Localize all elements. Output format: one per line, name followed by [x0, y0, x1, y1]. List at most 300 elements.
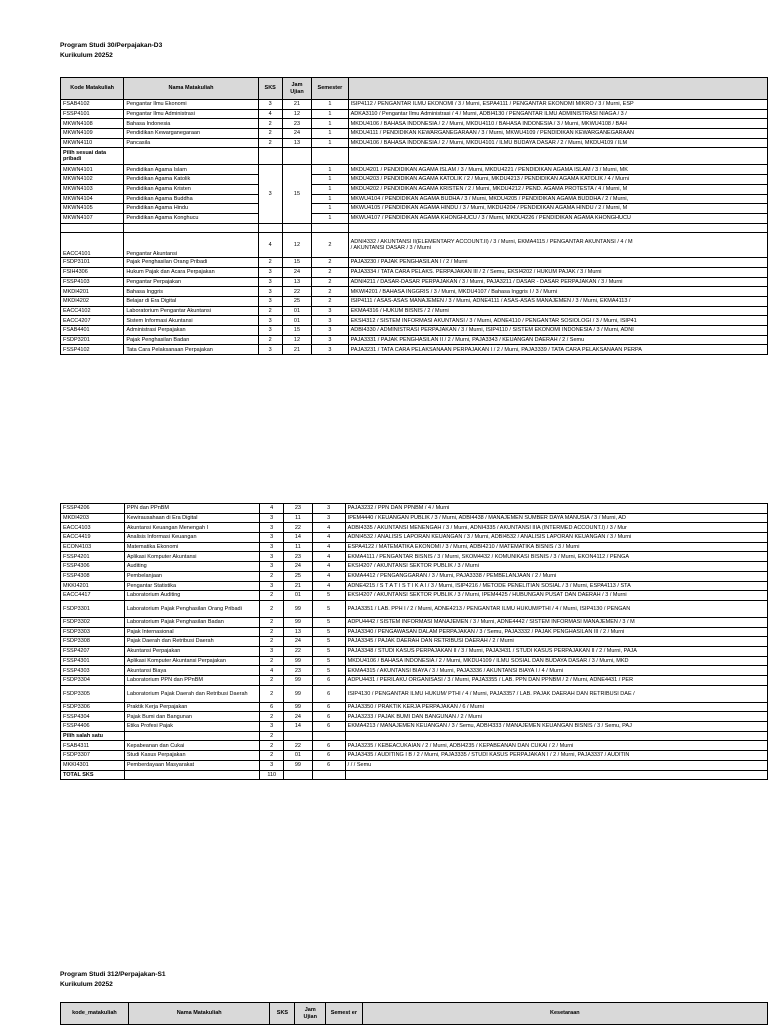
course-sks: 2: [260, 591, 284, 601]
course-exam-hour: 23: [282, 119, 311, 129]
course-semester: 4: [312, 533, 345, 543]
course-equivalence: ADKA3110 / Pengantar Ilmu Administrasi / 4 / Murni, ADBI4130 / PENGANTAR ILMU ADMINISTRASI NIAGA / 3 /: [348, 109, 767, 119]
course-equivalence: PAJA3345 / PAJAK DAERAH DAN RETRIBUSI DAERAH / 2 / Murni: [345, 637, 767, 647]
course-semester: 6: [312, 702, 345, 712]
table-row: [61, 571, 768, 581]
course-equivalence: ADBI4330 / ADMINISTRASI PERPAJAKAN / 3 / Murni, ISIP4110 / SISTEM EKONOMI INDONESIA / 3 / Murni, ADNI: [348, 326, 767, 336]
course-code: FSSP4206: [61, 504, 125, 514]
course-sks: 4: [260, 504, 284, 514]
course-code: EACC4102: [61, 306, 124, 316]
course-semester: 5: [312, 600, 345, 617]
table-row: [61, 258, 768, 268]
table-row: [61, 316, 768, 326]
course-code: FSIH4306: [61, 267, 124, 277]
course-code: FSSP4207: [61, 646, 125, 656]
empty-cell: [124, 731, 259, 741]
course-equivalence: PAJA3348 / STUDI KASUS PERPAJAKAN II / 3 / Murni, PAJA3431 / STUDI KASUS PERPAJAKAN II / 2 / Murni, PAJA: [345, 646, 767, 656]
empty-cell: [124, 770, 259, 780]
course-code: FSDP3201: [61, 335, 124, 345]
course-code: MKDI4202: [61, 297, 124, 307]
course-sks: 4: [260, 666, 284, 676]
course-table-d3-continued: [60, 503, 768, 780]
course-name: Hukum Pajak dan Acara Perpajakan: [124, 267, 258, 277]
course-name: Pengantar Perpajakan: [124, 277, 258, 287]
course-sks: 2: [260, 751, 284, 761]
course-code: FSAB4311: [61, 741, 125, 751]
course-semester: 5: [312, 646, 345, 656]
col-nama: Nama Matakuliah: [128, 1003, 270, 1025]
col-kode: Kode Matakuliah: [61, 78, 124, 100]
course-equivalence: ISIP4112 / PENGANTAR ILMU EKONOMI / 3 / Murni, ESPA4111 / PENGANTAR EKONOMI MIKRO / 3 / Murni, ESP: [348, 100, 767, 110]
course-code: FSDP3303: [61, 627, 125, 637]
table-row: [61, 581, 768, 591]
course-name: Pancasila: [124, 138, 258, 148]
empty-cell: [124, 223, 258, 233]
course-equivalence: ADNI4532 / ANALISIS LAPORAN KEUANGAN / 3 / Murni, ADBI4532 / ANALISIS LAPORAN KEUANGAN / 3 / Murni: [345, 533, 767, 543]
table-row: [61, 760, 768, 770]
course-name: Analisis Informasi Keuangan: [124, 533, 259, 543]
course-equivalence: PAJA3350 / PRAKTIK KERJA PERPAJAKAN / 6 / Murni: [345, 702, 767, 712]
course-name: Auditing: [124, 562, 259, 572]
course-name: Laboratorium Auditing: [124, 591, 259, 601]
course-exam-hour: 21: [282, 345, 311, 355]
program-header: [60, 41, 162, 60]
course-code: FSSP4306: [61, 562, 125, 572]
course-semester: 6: [312, 741, 345, 751]
course-exam-hour: 14: [284, 533, 313, 543]
empty-cell: [284, 770, 313, 780]
col-nama: Nama Matakuliah: [124, 78, 258, 100]
course-semester: 1: [312, 109, 348, 119]
empty-cell: [312, 770, 345, 780]
course-equivalence: EKMA4213 / MANAJEMEN KEUANGAN / 3 / Semu, ADBI4333 / MANAJEMEN KEUANGAN BISNIS / 3 / Semu, PAJ: [345, 722, 767, 732]
course-name: Pemberdayaan Masyarakat: [124, 760, 259, 770]
table-row: [61, 194, 768, 204]
course-code: MKWN4108: [61, 119, 124, 129]
course-exam-hour: 24: [284, 637, 313, 647]
course-semester: 6: [312, 712, 345, 722]
course-sks: 3: [258, 345, 282, 355]
course-code: EACC4101: [61, 233, 124, 258]
course-sks: 3: [260, 523, 284, 533]
course-exam-hour: 24: [284, 712, 313, 722]
course-sks: 4: [258, 109, 282, 119]
course-sks: 4: [258, 233, 282, 258]
course-semester: 4: [312, 542, 345, 552]
course-table-s1: [60, 1002, 768, 1025]
course-equivalence: EKMA4111 / PENGANTAR BISNIS / 3 / Murni, SKOM4432 / KOMUNIKASI BISNIS / 3 / Murni, EKON4112 / PENGA: [345, 552, 767, 562]
course-code: EACC4419: [61, 533, 125, 543]
col-sks: SKS: [270, 1003, 295, 1025]
course-equivalence: EKSI4312 / SISTEM INFORMASI AKUNTANSI / 3 / Murni, ADNE4110 / PENGANTAR SOSIOLOGI / 3 / Murni, ISIP41: [348, 316, 767, 326]
table-row: [61, 712, 768, 722]
course-exam-hour: 01: [282, 306, 311, 316]
course-equivalence: ADNI4211 / DASAR-DASAR PERPAJAKAN / 3 / Murni, PAJA3211 / DASAR - DASAR PERPAJAKAN / 3 / Murni: [348, 277, 767, 287]
empty-cell: [258, 148, 282, 165]
course-equivalence: MKDU4106 / BAHASA INDONESIA / 2 / Murni, MKDU4109 / ILMU SOSIAL DAN BUDAYA DASAR / 3 / Murni, MKD: [345, 656, 767, 666]
course-code: FSDP3306: [61, 702, 125, 712]
course-semester: 6: [312, 722, 345, 732]
course-code: FSSP4102: [61, 345, 124, 355]
course-name: Kepabeanan dan Cukai: [124, 741, 259, 751]
course-semester: 3: [312, 326, 348, 336]
course-semester: 1: [312, 175, 348, 185]
course-name: Pendidikan Agama Kristen: [124, 184, 258, 194]
course-code: EACC4103: [61, 523, 125, 533]
course-code: FSDP3101: [61, 258, 124, 268]
course-semester: 1: [312, 194, 348, 204]
course-name: Belajar di Era Digital: [124, 297, 258, 307]
table-header-row: [61, 1003, 768, 1025]
col-jam: Jam Ujian: [282, 78, 311, 100]
course-name: Laboratorium Pajak Penghasilan Orang Pribadi: [124, 600, 259, 617]
course-code: FSAB4401: [61, 326, 124, 336]
course-sks: 3: [258, 326, 282, 336]
course-semester: 2: [312, 277, 348, 287]
course-name: Bahasa Indonesia: [124, 119, 258, 129]
table-row: [61, 109, 768, 119]
col-sks: SKS: [258, 78, 282, 100]
course-equivalence: ESPA4122 / MATEMATIKA EKONOMI / 3 / Murni, ADBI4210 / MATEMATIKA BISNIS / 3 / Murni: [345, 542, 767, 552]
course-name: Pajak Penghasilan Orang Pribadi: [124, 258, 258, 268]
course-semester: 1: [312, 184, 348, 194]
course-semester: 1: [312, 165, 348, 175]
course-equivalence: ADNE4215 / S T A T I S T I K A I / 3 / Murni, ISIP4216 / METODE PENELITIAN SOSIAL / 3 / Murni, ESPA4113 / STA: [345, 581, 767, 591]
course-sks: 3: [258, 297, 282, 307]
course-exam-hour: 24: [282, 267, 311, 277]
course-name: Studi Kasus Perpajakan: [124, 751, 259, 761]
table-row: [61, 552, 768, 562]
course-code: FSDP3301: [61, 600, 125, 617]
table-row: [61, 306, 768, 316]
course-code: MKWN4110: [61, 138, 124, 148]
col-semester: Semester: [312, 78, 348, 100]
course-sks: 3: [258, 316, 282, 326]
course-exam-hour: 22: [284, 646, 313, 656]
course-sks: 2: [258, 129, 282, 139]
course-semester: 6: [312, 751, 345, 761]
table-row: [61, 637, 768, 647]
table-row: [61, 731, 768, 741]
course-sks: 3: [260, 552, 284, 562]
col-jam: Jam Ujian: [295, 1003, 326, 1025]
course-equivalence: MKWI4201 / BAHASA INGGRIS / 3 / Murni, MKDU4107 / Bahasa Inggris I / 3 / Murni: [348, 287, 767, 297]
empty-cell: [284, 731, 313, 741]
course-semester: 2: [312, 287, 348, 297]
course-equivalence: ISIP4111 / ASAS-ASAS MANAJEMEN / 3 / Murni, ADNE4111 / ASAS-ASAS MANAJEMEN / 3 / Murni, EKMA4113 /: [348, 297, 767, 307]
course-code: MKWN4105: [61, 204, 124, 214]
course-sks: 2: [258, 306, 282, 316]
group-exam-hour: 15: [282, 165, 311, 223]
course-semester: 6: [312, 676, 345, 686]
table-row: [61, 213, 768, 223]
course-equivalence: MKDU4106 / BAHASA INDONESIA / 2 / Murni, MKDU4101 / ILMU BUDAYA DASAR / 2 / Murni, MKDU4109 / ILM: [348, 138, 767, 148]
course-equivalence: PAJA3233 / PAJAK BUMI DAN BANGUNAN / 2 / Murni: [345, 712, 767, 722]
course-equivalence: MKWU4104 / PENDIDIKAN AGAMA BUDHA / 3 / Murni, MKDU4205 / PENDIDIKAN AGAMA BUDDHA / 2 / Murni,: [348, 194, 767, 204]
course-code: MKWN4107: [61, 213, 124, 223]
course-exam-hour: 23: [284, 552, 313, 562]
course-equivalence: PAJA3235 / KEBEACUKAIAN / 2 / Murni, ADBI4235 / KEPABEANAN DAN CUKAI / 2 / Murni: [345, 741, 767, 751]
table-row: [61, 277, 768, 287]
course-equivalence: PAJA3232 / PPN DAN PPNBM / 4 / Murni: [345, 504, 767, 514]
table-row: [61, 233, 768, 258]
table-row: [61, 562, 768, 572]
course-equivalence: MKDU4201 / PENDIDIKAN AGAMA ISLAM / 3 / Murni, MKDU4221 / PENDIDIKAN AGAMA ISLAM / 3 / Murni, MK: [348, 165, 767, 175]
course-semester: 1: [312, 129, 348, 139]
course-semester: 5: [312, 617, 345, 627]
course-exam-hour: 15: [282, 326, 311, 336]
course-sks: 2: [258, 258, 282, 268]
empty-cell: [348, 223, 767, 233]
course-semester: 5: [312, 637, 345, 647]
course-sks: 3: [260, 562, 284, 572]
course-exam-hour: 99: [284, 600, 313, 617]
course-sks: 2: [260, 741, 284, 751]
course-equivalence: EKMA4412 / PENGANGGARAN / 3 / Murni, PAJA3338 / PEMBELANJAAN / 2 / Murni: [345, 571, 767, 581]
course-table-d3: [60, 77, 768, 355]
course-exam-hour: 25: [282, 297, 311, 307]
course-name: Pendidikan Agama Islam: [124, 165, 258, 175]
course-exam-hour: 99: [284, 676, 313, 686]
course-exam-hour: 12: [282, 233, 311, 258]
course-semester: 1: [312, 204, 348, 214]
course-equivalence: ADPU4431 / PERILAKU ORGANISASI / 3 / Murni, PAJA3355 / LAB. PPN DAN PPNBM / 2 / Murni, ADNE4431 / PER: [345, 676, 767, 686]
course-semester: 6: [312, 760, 345, 770]
table-row: [61, 267, 768, 277]
course-sks: 2: [260, 571, 284, 581]
table-row: [61, 656, 768, 666]
choice-label: Pilih sesuai data pribadi: [61, 148, 124, 165]
curriculum-label: Kurikulum 20252: [60, 51, 113, 59]
course-name: Kewirausahaan di Era Digital: [124, 513, 259, 523]
course-semester: 5: [312, 656, 345, 666]
course-exam-hour: 25: [284, 571, 313, 581]
course-sks: 3: [260, 533, 284, 543]
table-row: [61, 600, 768, 617]
course-equivalence: MKWU4105 / PENDIDIKAN AGAMA HINDU / 3 / Murni, MKDU4204 / PENDIDIKAN AGAMA HINDU / 2 / Murni, M: [348, 204, 767, 214]
table-row: [61, 617, 768, 627]
course-name: Pajak Internasional: [124, 627, 259, 637]
course-semester: 3: [312, 504, 345, 514]
course-equivalence: PAJA3331 / PAJAK PENGHASILAN II / 2 / Murni, PAJA3343 / KEUANGAN DAERAH / 2 / Semu: [348, 335, 767, 345]
course-exam-hour: 22: [282, 287, 311, 297]
course-semester: 5: [312, 666, 345, 676]
table-row: [61, 676, 768, 686]
course-name: Administrasi Perpajakan: [124, 326, 258, 336]
course-name: Pajak Bumi dan Bangunan: [124, 712, 259, 722]
empty-cell: [282, 223, 311, 233]
course-semester: 5: [312, 627, 345, 637]
course-equivalence: PAJA3340 / PENGAWASAN DALAM PERPAJAKAN / 3 / Semu, PAJA3332 / PAJAK PENGHASILAN III / 2 / Murni: [345, 627, 767, 637]
course-equivalence: MKDU4106 / BAHASA INDONESIA / 2 / Murni, MKDU4110 / BAHASA INDONESIA / 3 / Murni, MKWU4108 / BAH: [348, 119, 767, 129]
course-code: EACC4207: [61, 316, 124, 326]
table-row: [61, 751, 768, 761]
course-exam-hour: 15: [282, 258, 311, 268]
empty-cell: [61, 223, 124, 233]
empty-cell: [258, 223, 282, 233]
course-code: FSAB4102: [61, 100, 124, 110]
course-sks: 3: [258, 277, 282, 287]
course-exam-hour: 22: [284, 523, 313, 533]
course-equivalence: MKDU4202 / PENDIDIKAN AGAMA KRISTEN / 2 / Murni, MKDU4212 / PEND. AGAMA PROTESTA / 4 / Murni, M: [348, 184, 767, 194]
course-sks: 2: [260, 617, 284, 627]
table-row: [61, 287, 768, 297]
course-semester: 4: [312, 581, 345, 591]
table-row: [61, 702, 768, 712]
col-kesetaraan: Kesetaraan: [362, 1003, 767, 1025]
course-semester: 4: [312, 552, 345, 562]
empty-cell: [282, 148, 311, 165]
course-sks: 2: [260, 676, 284, 686]
course-sks: 2: [258, 119, 282, 129]
table-row: [61, 204, 768, 214]
course-code: ECON4103: [61, 542, 125, 552]
course-equivalence: [348, 233, 767, 258]
course-exam-hour: 01: [284, 591, 313, 601]
course-exam-hour: 23: [284, 666, 313, 676]
course-exam-hour: 99: [284, 617, 313, 627]
course-exam-hour: 01: [284, 751, 313, 761]
course-sks: 2: [260, 712, 284, 722]
course-equivalence: MKDU4111 / PENDIDIKAN KEWARGANEGARAAN / 3 / Murni, MKWU4109 / PENDIDIKAN KEWARGANEGARAAN: [348, 129, 767, 139]
course-equivalence: ADBI4335 / AKUNTANSI MENENGAH / 3 / Murni, ADNI4335 / AKUNTANSI IIIA (INTERMED ACCOUNT.I) / 3 / Mur: [345, 523, 767, 533]
course-exam-hour: 14: [284, 722, 313, 732]
course-code: FSSP4103: [61, 277, 124, 287]
empty-cell: [312, 148, 348, 165]
table-row: [61, 542, 768, 552]
course-sks: 2: [260, 627, 284, 637]
course-semester: 3: [312, 513, 345, 523]
course-equivalence: PAJA3351 / LAB. PPH I / 2 / Murni, ADNE4213 / PENGANTAR ILMU HUKUM/PTHI / 4 / Murni, ISIP4130 / PENGAN: [345, 600, 767, 617]
empty-cell: [312, 223, 348, 233]
course-name: Akuntansi Biaya: [124, 666, 259, 676]
course-semester: 2: [312, 233, 348, 258]
table-row: [61, 666, 768, 676]
course-semester: 2: [312, 297, 348, 307]
choice-sks: 2: [260, 731, 284, 741]
table-row: [61, 297, 768, 307]
course-equivalence: ADPU4442 / SISTEM INFORMASI MANAJEMEN / 3 / Murni, ADNE4442 / SISTEM INFORMASI MANAJEMEN / 3 / M: [345, 617, 767, 627]
course-name: Laboratorium PPN dan PPnBM: [124, 676, 259, 686]
course-semester: 2: [312, 267, 348, 277]
course-semester: 3: [312, 306, 348, 316]
course-name: Pendidikan Kewarganegaraan: [124, 129, 258, 139]
total-sks: 110: [260, 770, 284, 780]
course-semester: 1: [312, 119, 348, 129]
course-exam-hour: 11: [284, 542, 313, 552]
table-row: [61, 513, 768, 523]
course-name: Pajak Penghasilan Badan: [124, 335, 258, 345]
course-name: PPN dan PPnBM: [124, 504, 259, 514]
course-name: Pengantar Ilmu Ekonomi: [124, 100, 258, 110]
course-name: Pendidikan Agama Hindu: [124, 204, 258, 214]
course-name: Pengantar Akuntansi: [124, 233, 258, 258]
course-sks: 2: [258, 335, 282, 345]
table-row: [61, 335, 768, 345]
table-row: [61, 533, 768, 543]
course-sks: 3: [258, 267, 282, 277]
course-code: MKWN4109: [61, 129, 124, 139]
course-equivalence: PAJA3230 / PAJAK PENGHASILAN I / 2 / Murni: [348, 258, 767, 268]
course-sks: 3: [260, 760, 284, 770]
table-row: [61, 223, 768, 233]
empty-cell: [312, 731, 345, 741]
course-code: MKWN4101: [61, 165, 124, 175]
course-code: MKWN4104: [61, 194, 124, 204]
course-exam-hour: 12: [282, 109, 311, 119]
course-name: Akuntansi Perpajakan: [124, 646, 259, 656]
course-name: Praktik Kerja Perpajakan: [124, 702, 259, 712]
course-exam-hour: 01: [282, 316, 311, 326]
course-exam-hour: 99: [284, 685, 313, 702]
course-code: MKDI4203: [61, 513, 125, 523]
course-equivalence: ISIP4130 / PENGANTAR ILMU HUKUM/ PTHI / 4 / Murni, PAJA3357 / LAB. PAJAK DAERAH DAN RETRIBUSI DAE /: [345, 685, 767, 702]
course-name: Aplikasi Komputer Akuntansi Perpajakan: [124, 656, 259, 666]
course-sks: 2: [260, 637, 284, 647]
table-row: [61, 591, 768, 601]
course-sks: 2: [260, 656, 284, 666]
course-code: MKKI4301: [61, 760, 125, 770]
course-semester: 1: [312, 100, 348, 110]
table-row: [61, 627, 768, 637]
course-equivalence: PAJA3334 / TATA CARA PELAKS. PERPAJAKAN III / 2 / Semu, EKSI4202 / HUKUM PAJAK / 3 / Murni: [348, 267, 767, 277]
course-equivalence: / / / Semu: [345, 760, 767, 770]
course-semester: 3: [312, 316, 348, 326]
table-row: [61, 326, 768, 336]
course-sks: 3: [258, 100, 282, 110]
course-sks: 3: [260, 646, 284, 656]
program-header-s1: [60, 970, 166, 989]
course-name: Matematika Ekonomi: [124, 542, 259, 552]
table-row: [61, 138, 768, 148]
table-row: [61, 175, 768, 185]
table-row: [61, 119, 768, 129]
program-title: Program Studi 312/Perpajakan-S1: [60, 971, 166, 978]
course-equivalence: PAJA3231 / TATA CARA PELAKSANAAN PERPAJAKAN I / 2 / Murni, PAJA3339 / TATA CARA PELAKSANAAN PERPA: [348, 345, 767, 355]
course-exam-hour: 12: [282, 335, 311, 345]
table-row: [61, 646, 768, 656]
course-name: Tata Cara Pelaksanaan Perpajakan: [124, 345, 258, 355]
course-name: Pendidikan Agama Konghucu: [124, 213, 258, 223]
course-exam-hour: 24: [282, 129, 311, 139]
empty-cell: [348, 148, 767, 165]
empty-cell: [124, 148, 258, 165]
course-code: FSDP3302: [61, 617, 125, 627]
course-semester: 3: [312, 345, 348, 355]
course-equivalence: EKSI4207 / AKUNTANSI SEKTOR PUBLIK / 3 / Murni: [345, 562, 767, 572]
course-exam-hour: 23: [284, 504, 313, 514]
course-code: FSSP4308: [61, 571, 125, 581]
course-name: Bahasa Inggris: [124, 287, 258, 297]
course-exam-hour: 99: [284, 702, 313, 712]
course-name: Laboratorium Pengantar Akuntansi: [124, 306, 258, 316]
course-exam-hour: 13: [282, 277, 311, 287]
course-sks: 3: [260, 722, 284, 732]
course-code: FSSP4101: [61, 109, 124, 119]
course-semester: 1: [312, 138, 348, 148]
course-code: FSSP4303: [61, 666, 125, 676]
table-row: [61, 523, 768, 533]
curriculum-label: Kurikulum 20252: [60, 980, 113, 988]
course-exam-hour: 11: [284, 513, 313, 523]
course-exam-hour: 99: [284, 656, 313, 666]
col-kesetaraan: [348, 78, 767, 100]
course-exam-hour: 22: [284, 741, 313, 751]
course-name: Akuntansi Keuangan Menengah I: [124, 523, 259, 533]
course-semester: 4: [312, 562, 345, 572]
course-code: FSDP3305: [61, 685, 125, 702]
course-sks: 2: [260, 685, 284, 702]
